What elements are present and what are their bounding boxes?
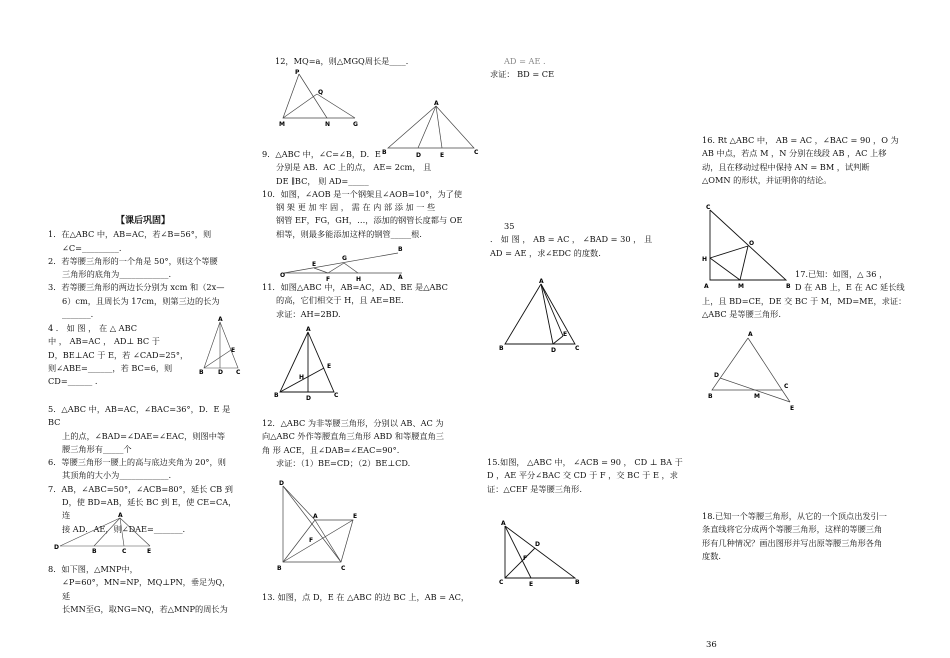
abcde-label: A bbox=[434, 100, 439, 107]
fig11-label: D bbox=[306, 395, 311, 402]
q3-line: _______. bbox=[62, 309, 94, 320]
q1-line: 1．在△ABC 中，AB=AC，若∠B=56°，则 bbox=[48, 229, 212, 240]
pmnq-figure bbox=[275, 68, 365, 128]
fig15-label: B bbox=[575, 579, 580, 586]
abcde-label: B bbox=[382, 149, 387, 156]
q18-line: 18.已知一个等腰三角形，从它的一个顶点出发引一 bbox=[702, 511, 887, 521]
abcde-label: D bbox=[416, 152, 421, 159]
q17-line: △ABC 是等腰三角形. bbox=[702, 309, 781, 320]
fig7-label: C bbox=[122, 548, 127, 555]
fig12-label: A bbox=[313, 513, 318, 520]
fig11-label: H bbox=[299, 374, 305, 381]
q17-figure bbox=[702, 330, 802, 415]
q12-line: 求证：（1）BE=CD；（2）BE⊥CD. bbox=[276, 457, 411, 468]
q7-figure bbox=[52, 512, 157, 557]
fig15-label: D bbox=[535, 541, 540, 548]
q11-line: 的高，它们相交于 H，且 AE=BE. bbox=[276, 295, 404, 306]
fig17-label: C bbox=[784, 383, 789, 390]
fig4-label: E bbox=[231, 347, 236, 354]
abcde-label: C bbox=[474, 149, 479, 156]
q14-line: AD = AE ，求∠EDC 的度数. bbox=[490, 247, 601, 258]
q15-block bbox=[487, 456, 697, 496]
fig7-label: D bbox=[54, 544, 59, 551]
q4-block bbox=[48, 322, 198, 388]
column-1 bbox=[48, 215, 238, 321]
q8-line: 长MN至G，取NG=NQ，若△MNP的周长为 bbox=[62, 603, 228, 614]
pmnq-label: G bbox=[353, 121, 358, 128]
q16-block bbox=[702, 134, 912, 187]
q3-line: 6）cm，且周长为 17cm，则第三边的长为 bbox=[62, 295, 220, 306]
fig14-label: A bbox=[539, 278, 544, 285]
q5-line: 5．△ABC 中，AB=AC，∠BAC=36°，D．E 是 BC bbox=[48, 404, 231, 428]
page-number: 36 bbox=[706, 640, 717, 650]
q12-line: 12．△ABC 为非等腰三角形，分别以 AB、AC 为 bbox=[262, 418, 444, 428]
q3-line: 3．若等腰三角形的两边长分别为 xcm 和（2x— bbox=[48, 282, 225, 293]
q7-line: D，使 BD=AB，延长 BC 到 E，使 CE=CA，连 bbox=[62, 497, 237, 521]
angle-label: G bbox=[342, 255, 347, 262]
q7-line: 7．AB，∠ABC=50°，∠ACB=80°，延长 CB 到 bbox=[48, 483, 233, 494]
q18-line: 形有几种情况？画出图形并写出原等腰三角形各角 bbox=[702, 537, 883, 548]
fig7-label: B bbox=[92, 548, 97, 555]
fig14-label: D bbox=[551, 347, 556, 354]
q16-line: 动，且在移动过程中保持 AN = BM ，试判断 bbox=[702, 161, 870, 172]
fig12-label: C bbox=[341, 565, 346, 572]
q16-line: 16. Rt △ABC 中， AB = AC ，∠BAC = 90 ，O 为 bbox=[702, 135, 899, 145]
angle-label: F bbox=[326, 276, 331, 283]
fig17-label: E bbox=[790, 405, 795, 412]
q4-figure bbox=[198, 318, 248, 378]
fig12-label: F bbox=[309, 537, 314, 544]
q9-line: DE ∥BC， 则 AD=_____ bbox=[276, 175, 369, 186]
q10-line: 相等，则最多能添加这样的钢管_____根. bbox=[276, 228, 422, 239]
angle-label: O bbox=[280, 272, 286, 279]
fig15-label: E bbox=[529, 581, 534, 588]
angle-label: E bbox=[312, 261, 317, 268]
q17-line: D 在 AB 上，E 在 AC 延长线 bbox=[795, 282, 905, 293]
q8-end bbox=[275, 55, 485, 68]
q17-block bbox=[702, 295, 922, 322]
q4-line: 则∠ABE=______，若 BC=6，则 bbox=[48, 362, 173, 373]
q5-line: 上的点，∠BAD=∠DAE=∠EAC，则图中等 bbox=[62, 430, 226, 441]
pmnq-label: N bbox=[325, 121, 331, 128]
q6-line: 6．等腰三角形一腰上的高与底边夹角为 20°，则 bbox=[48, 457, 226, 468]
fig14-label: C bbox=[575, 345, 580, 352]
q12-line: 向△ABC 外作等腰直角三角形 ABD 和等腰直角三 bbox=[262, 431, 444, 442]
fig17-label: M bbox=[754, 393, 760, 400]
fig4-label: D bbox=[218, 369, 223, 376]
fig16-label: H bbox=[702, 256, 708, 263]
q4-line: 中 ， AB=AC ， AD⊥ BC 于 bbox=[48, 336, 160, 347]
q17-line: 上，且 BD=CE，DE 交 BC 于 M，MD=ME，求证： bbox=[702, 296, 907, 306]
q8-line: ∠P=60°，MN=NP，MQ⊥PN，垂足为Q，延 bbox=[62, 577, 231, 601]
q10-line: 钢 架 更 加 牢 固 ， 需 在 内 部 添 加 一 些 bbox=[276, 202, 436, 213]
q11-line: 11．如图△ABC 中，AB=AC，AD、BE 是△ABC bbox=[262, 282, 448, 292]
fig14-label: E bbox=[563, 331, 568, 338]
q6-line: 其顶角的大小为____________. bbox=[62, 470, 172, 481]
q4-line: 4 ． 如 图 ， 在 △ ABC bbox=[48, 323, 138, 333]
q12-block bbox=[262, 417, 472, 470]
q4-line: D，BE⊥AC 于 E，若 ∠CAD=25°， bbox=[48, 349, 189, 360]
q16-line: AB 中点，若点 M ，N 分别在线段 AB ，AC 上移 bbox=[702, 148, 887, 159]
angle-label: B bbox=[398, 246, 403, 253]
q13-cont bbox=[490, 55, 590, 82]
fig15-label: C bbox=[499, 579, 504, 586]
q9-line: 分别是 AB．AC 上的点， AE= 2cm， 且 bbox=[276, 162, 432, 173]
q17-line: 17.已知：如图，△ 36 ， bbox=[795, 269, 888, 279]
q5-line: 腰三角形有_____个 bbox=[62, 443, 132, 454]
fig16-label: B bbox=[786, 283, 791, 290]
fig15-label: A bbox=[501, 520, 506, 527]
fig16-label: C bbox=[706, 204, 711, 211]
fig11-label: A bbox=[306, 326, 311, 333]
fig4-label: C bbox=[236, 369, 241, 376]
q2-line: 三角形的底角为____________. bbox=[62, 269, 172, 280]
q17-head bbox=[795, 268, 920, 295]
q15-line: D ，AE 平分∠BAC 交 CD 于 F ，交 BC 于 E ，求 bbox=[487, 470, 678, 481]
angle-figure bbox=[278, 245, 408, 283]
fig12-label: E bbox=[353, 513, 358, 520]
given-line: AD = AE . bbox=[504, 56, 546, 66]
q15-line: 证：△CEF 是等腰三角形. bbox=[487, 483, 582, 494]
q18-block bbox=[702, 510, 912, 563]
q9-line: 9．△ABC 中，∠C=∠B，D．E bbox=[262, 149, 381, 159]
fig17-label: B bbox=[708, 393, 713, 400]
fig15-label: F bbox=[523, 555, 528, 562]
fig12-label: D bbox=[279, 480, 284, 487]
angle-label: H bbox=[356, 276, 362, 283]
q9-q10-block bbox=[262, 148, 472, 241]
q15-line: 15.如图， △ABC 中， ∠ACB = 90 ， CD ⊥ BA 于 bbox=[487, 457, 683, 467]
fig4-label: B bbox=[199, 369, 204, 376]
q14-figure bbox=[497, 280, 587, 355]
q13-line: 13. 如图，点 D，E 在 △ABC 的边 BC 上，AB = AC， bbox=[262, 592, 470, 602]
q8-block bbox=[48, 563, 238, 616]
q11-figure bbox=[272, 326, 352, 401]
abcde-label: E bbox=[440, 152, 445, 159]
fig17-label: A bbox=[748, 331, 753, 338]
fig12-label: B bbox=[277, 565, 282, 572]
fig7-label: A bbox=[118, 512, 123, 519]
q11-block bbox=[262, 281, 472, 321]
q12-figure bbox=[275, 480, 360, 580]
q13-block bbox=[262, 591, 482, 604]
q14-num: 35 bbox=[504, 221, 515, 231]
fig11-label: B bbox=[274, 392, 279, 399]
q14-line: ． 如 图 ， AB = AC ， ∠BAD = 30 ， 且 bbox=[490, 234, 653, 245]
section-title: 【课后巩固】 bbox=[115, 216, 170, 226]
pmnq-label: Q bbox=[318, 89, 324, 96]
q10-line: 10．如图，∠AOB 是一个钢架且∠AOB=10°，为了使 bbox=[262, 188, 463, 199]
fig16-label: A bbox=[704, 283, 709, 290]
q10-line: 钢管 EF，FG，GH，…，添加的钢管长度都与 OE bbox=[276, 215, 463, 226]
q16-figure bbox=[700, 204, 795, 289]
q2-line: 2．若等腰三角形的一个角是 50°，则这个等腰 bbox=[48, 255, 218, 266]
q14-block bbox=[490, 220, 695, 260]
fig16-label: M bbox=[738, 283, 744, 290]
q11-line: 求证：AH=2BD. bbox=[276, 308, 341, 319]
q7-line: 接 AD．AE，则∠DAE=_______. bbox=[62, 523, 186, 534]
pmnq-label: P bbox=[295, 69, 300, 76]
q12-line: 角 形 ACE，且∠DAB=∠EAC=90°. bbox=[262, 444, 400, 455]
q16-line: △OMN 的形状，并证明你的结论。 bbox=[702, 174, 832, 185]
fig14-label: B bbox=[499, 345, 504, 352]
q18-line: 度数. bbox=[702, 550, 721, 561]
fig7-label: E bbox=[147, 548, 152, 555]
fig17-label: D bbox=[714, 372, 719, 379]
fig11-label: E bbox=[327, 363, 332, 370]
pmnq-label: M bbox=[279, 121, 285, 128]
q15-figure bbox=[495, 520, 585, 590]
angle-label: A bbox=[398, 274, 403, 281]
q1-line: ∠C=_________. bbox=[62, 242, 122, 253]
fig11-label: C bbox=[334, 392, 339, 399]
fig4-label: A bbox=[218, 316, 223, 323]
fig16-label: O bbox=[749, 240, 755, 247]
prove-line: 求证： BD = CE bbox=[490, 69, 555, 80]
q8-end-line: 12，MQ=a，则△MGQ周长是____． bbox=[275, 56, 414, 66]
q8-line: 8．如下图，△MNP中， bbox=[48, 564, 138, 574]
q18-line: 条直线将它分成两个等腰三角形，这样的等腰三角 bbox=[702, 524, 883, 535]
q4-line: CD=______ . bbox=[48, 376, 98, 387]
